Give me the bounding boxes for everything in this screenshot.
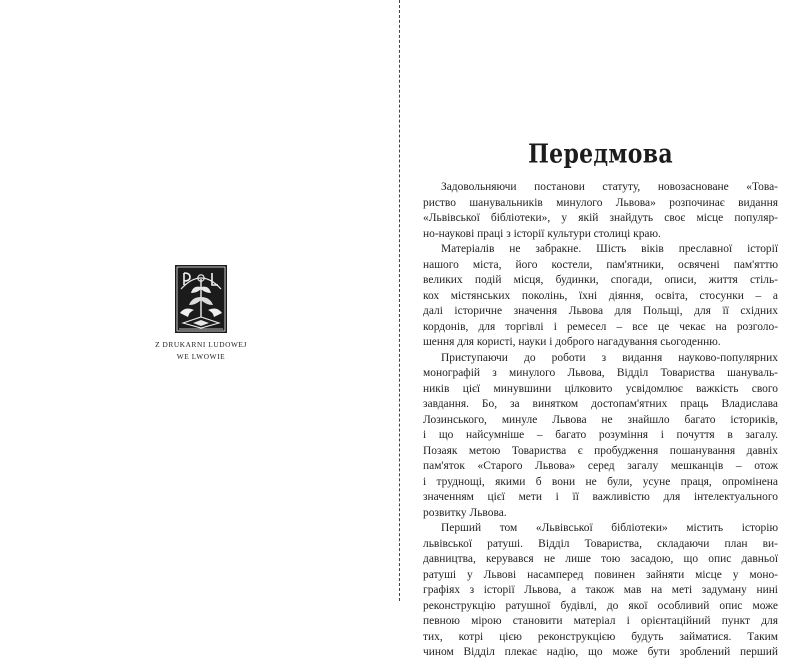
left-page: [0, 0, 400, 601]
page-fold-divider: [399, 0, 400, 601]
preface-text: [423, 180, 778, 661]
text-line: чином Відділ плекає надію, що може бути зроблений перший: [423, 646, 778, 658]
text-line: далі історичне значення Львова для Польщі, для її східних: [423, 305, 778, 317]
text-line: львівської ратуші. Відділ Товариства, складаючи план ви-: [423, 537, 778, 550]
text-line: і труднощі, якими б вони не були, усуне праця, опромінена: [423, 475, 778, 488]
text-line: риство шанувальників минулого Львова» розпочинає видання: [423, 196, 778, 209]
printer-imprint: [140, 339, 262, 363]
text-line: великих подій місця, будинки, спогади, описи, життя стіль-: [423, 274, 778, 286]
text-line: Приступаючи до роботи з видання науково-популярних: [441, 351, 778, 364]
text-line: тих, котрі цією реконструкцією будуть займатися. Таким: [423, 630, 778, 643]
text-line: Лозинського, минуле Львова не знайшло багато історикiв,: [423, 413, 778, 426]
text-line: Перший том «Львівської бібліотеки» містить історію: [441, 522, 778, 534]
text-line: певною мірою становити матеріал і орієнтаційний пункт для: [423, 615, 778, 627]
text-line: но-наукові праці з історії культури столиці краю.: [423, 227, 661, 240]
text-line: кох містянських поколінь, їхні діяння, освіта, стосунки – а: [423, 289, 778, 302]
text-line: Матеріалів не забракне. Шість віків преславної історії: [441, 243, 778, 255]
text-line: «Львівської бібліотеки», у якій знайдуть своє місце популяр-: [423, 212, 778, 224]
text-line: розвитку Львова.: [423, 506, 507, 519]
text-line: значенням цієї мети і її важливістю для інтелектуального: [423, 491, 778, 503]
text-line: давництва, керувався не лише тою засадою, що опис давньої: [423, 553, 778, 565]
text-line: нашого міста, його костели, пам'ятники, освячені пам'яттю: [423, 258, 778, 271]
right-page: [401, 0, 800, 658]
printers-mark-icon: [175, 265, 227, 333]
text-line: кордонів, для торгівлі і ремесел – все це чекає на розголо-: [423, 320, 778, 333]
text-line: Задовольняючи постанови статуту, новозасноване «Това-: [441, 181, 778, 193]
text-line: монографій з минулого Львова, Відділ Товариства шануваль-: [423, 367, 778, 379]
text-line: пам'яток «Старого Львова» серед загалу мешканців – отож: [423, 460, 778, 472]
imprint-line-1: Z DRUKARNI LUDOWEJ: [155, 340, 247, 349]
text-line: реконструкцію ратушної будівлі, до якої особливий опис може: [423, 599, 778, 612]
text-line: ників цієї минувшини цілковито усвідомлює важкість свого: [423, 382, 778, 395]
text-line: ратуші у Львові насамперед повинен зайняти місце у моно-: [423, 568, 778, 581]
text-line: Позаяк метою Товариства є пробудження пошанування давніх: [423, 444, 778, 457]
text-line: і що найсумніше – багато розуміння і почуття в загалу.: [423, 429, 778, 441]
text-line: шення для користі, науки і доброго нагадування сьогоденню.: [423, 336, 721, 348]
imprint-line-2: WE LWOWIE: [176, 352, 226, 361]
text-line: графіях з історії Львова, а також мав на меті задуману нині: [423, 584, 778, 596]
text-line: завдання. Бо, за винятком достопам'ятних праць Владислава: [423, 398, 778, 410]
page-title: Передмова: [528, 139, 673, 170]
